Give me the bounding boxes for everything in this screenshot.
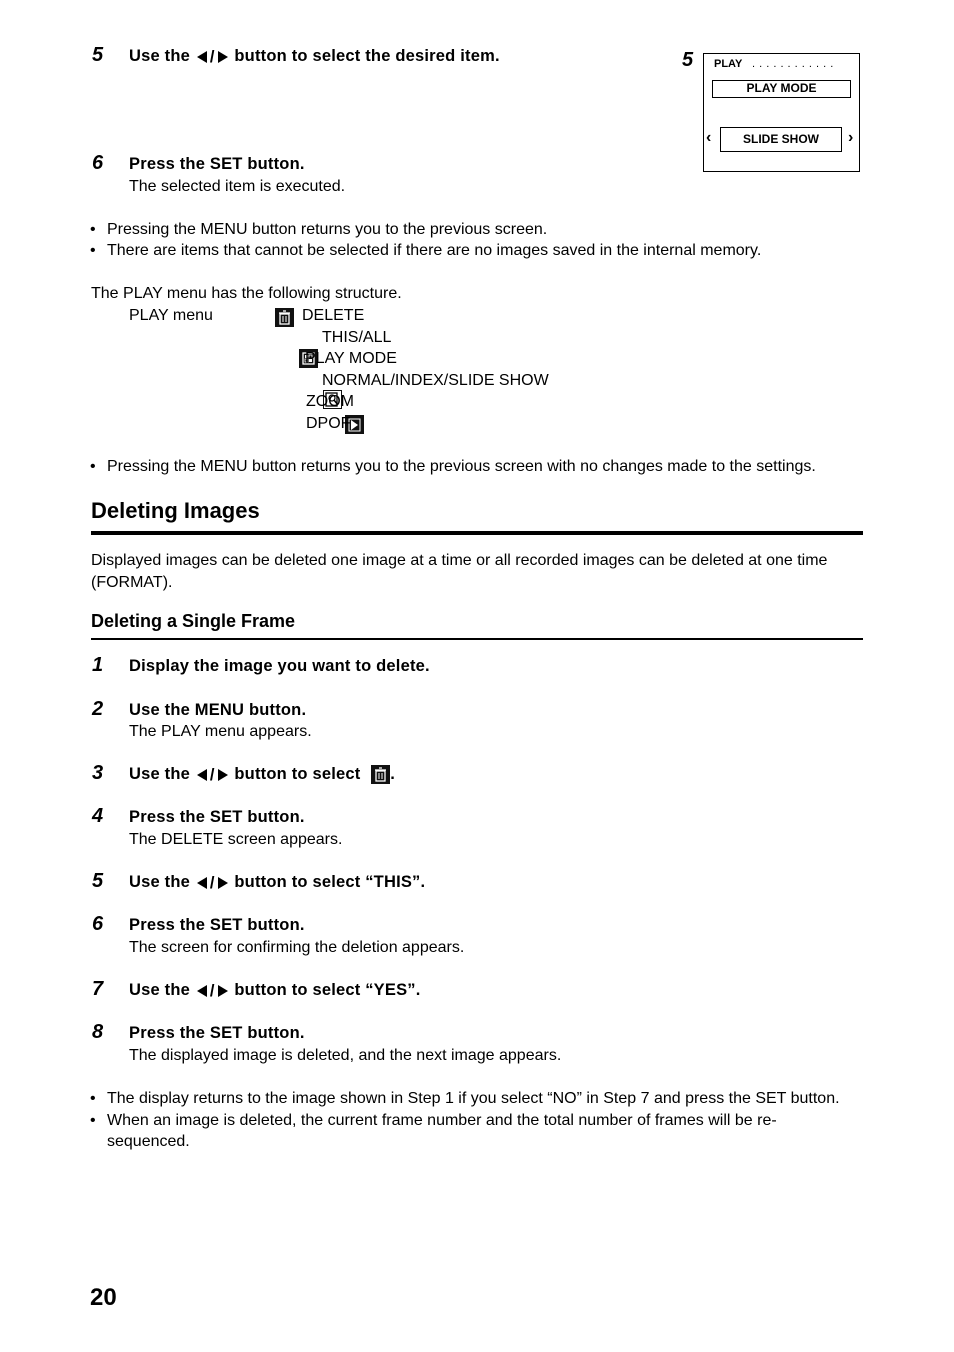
- bullet-dot: •: [90, 1112, 96, 1129]
- bullet-text: Pressing the MENU button returns you to the previous screen with no changes made to the settings.: [107, 458, 816, 475]
- bullet-text: Pressing the MENU button returns you to the previous screen.: [107, 221, 548, 238]
- step-body: The selected item is executed.: [129, 178, 346, 195]
- step-text: .: [390, 765, 396, 783]
- subsection-rule: [91, 638, 863, 640]
- step-number: 4: [92, 805, 104, 827]
- page-number: 20: [90, 1284, 117, 1311]
- left-right-arrows: [197, 873, 228, 893]
- step-number: 6: [92, 152, 104, 174]
- left-arrow-icon: [197, 769, 207, 781]
- menu-item-dpof: DPOF: [306, 415, 351, 432]
- step-text: button to select the desired item.: [234, 47, 500, 65]
- right-arrow-icon: [218, 769, 228, 781]
- menu-sub-play-mode: NORMAL/INDEX/SLIDE SHOW: [322, 372, 549, 389]
- step-text: button to select “THIS”.: [234, 873, 426, 891]
- note-bullet: [90, 240, 867, 261]
- trash-icon: [371, 765, 390, 784]
- step-title: Press the SET button.: [129, 155, 305, 173]
- step-title: [129, 46, 500, 67]
- step-number: 3: [92, 762, 104, 784]
- step-text: button to select: [234, 765, 361, 783]
- step-number: 6: [92, 913, 104, 935]
- slash: /: [209, 873, 215, 892]
- menu-item-zoom: ZOOM: [306, 393, 354, 410]
- structure-intro: The PLAY menu has the following structure.: [91, 285, 402, 302]
- step-body: The displayed image is deleted, and the next image appears.: [129, 1047, 562, 1064]
- step-body: The DELETE screen appears.: [129, 831, 343, 848]
- lcd-dots: . . . . . . . . . . . .: [752, 58, 834, 70]
- step-body: The screen for confirming the deletion appears.: [129, 939, 465, 956]
- left-arrow-icon: [197, 877, 207, 889]
- lcd-mode-box: PLAY MODE: [712, 80, 851, 98]
- menu-sub-delete: THIS/ALL: [322, 329, 392, 346]
- note-bullet: [90, 219, 867, 240]
- step-number: 5: [92, 44, 104, 66]
- figure-step-number: 5: [682, 49, 694, 71]
- lcd-header: PLAY: [714, 58, 743, 70]
- step-number: 1: [92, 654, 104, 676]
- right-arrow-icon: [218, 985, 228, 997]
- step-body: The PLAY menu appears.: [129, 723, 312, 740]
- menu-label: PLAY menu: [129, 307, 213, 324]
- section-intro: Displayed images can be deleted one image at a time or all recorded images can be deleted at one time (FORMAT).: [91, 552, 828, 591]
- left-arrow-icon: [197, 985, 207, 997]
- step-title: [129, 872, 425, 893]
- chevron-left-icon: ‹: [706, 129, 712, 146]
- camera-lcd-screen: [703, 53, 860, 172]
- bullet-text: When an image is deleted, the current frame number and the total number of frames will be re-sequenced.: [107, 1112, 777, 1150]
- left-right-arrows: [197, 981, 228, 1001]
- step-title: Press the SET button.: [129, 916, 305, 934]
- step-title: [129, 764, 395, 785]
- bullet-text: There are items that cannot be selected if there are no images saved in the internal memory.: [107, 242, 762, 259]
- step-text: button to select “YES”.: [234, 981, 421, 999]
- step-title: Display the image you want to delete.: [129, 657, 430, 675]
- bullet-dot: •: [90, 1090, 96, 1107]
- section-rule: [91, 531, 863, 535]
- chevron-right-icon: ›: [848, 129, 854, 146]
- right-arrow-icon: [218, 51, 228, 63]
- subsection-title: Deleting a Single Frame: [91, 611, 296, 631]
- step-title: Press the SET button.: [129, 1024, 305, 1042]
- slash: /: [209, 765, 215, 784]
- step-text: Use the: [129, 47, 191, 65]
- step-text: Use the: [129, 765, 191, 783]
- menu-item-play-mode: PLAY MODE: [305, 350, 397, 367]
- left-right-arrows: [197, 765, 228, 785]
- slash: /: [209, 47, 215, 66]
- step-number: 2: [92, 698, 104, 720]
- note-bullet: [90, 456, 877, 477]
- step-title: [129, 980, 421, 1001]
- bullet-dot: •: [90, 458, 96, 475]
- slash: /: [209, 981, 215, 1000]
- left-right-arrows: [197, 47, 228, 67]
- menu-item-delete: DELETE: [302, 307, 365, 324]
- step-number: 7: [92, 978, 104, 1000]
- step-text: Use the: [129, 873, 191, 891]
- note-bullet: [90, 1110, 827, 1152]
- trash-icon: [275, 308, 294, 327]
- note-bullet: [90, 1088, 877, 1109]
- left-arrow-icon: [197, 51, 207, 63]
- step-number: 5: [92, 870, 104, 892]
- right-arrow-icon: [218, 877, 228, 889]
- section-title: Deleting Images: [91, 498, 260, 523]
- step-title: Use the MENU button.: [129, 701, 307, 719]
- bullet-text: The display returns to the image shown in Step 1 if you select “NO” in Step 7 and press the SET button.: [107, 1090, 840, 1107]
- bullet-dot: •: [90, 221, 96, 238]
- step-title: Press the SET button.: [129, 808, 305, 826]
- step-text: Use the: [129, 981, 191, 999]
- bullet-dot: •: [90, 242, 96, 259]
- lcd-selected-box: SLIDE SHOW: [720, 127, 842, 152]
- step-number: 8: [92, 1021, 104, 1043]
